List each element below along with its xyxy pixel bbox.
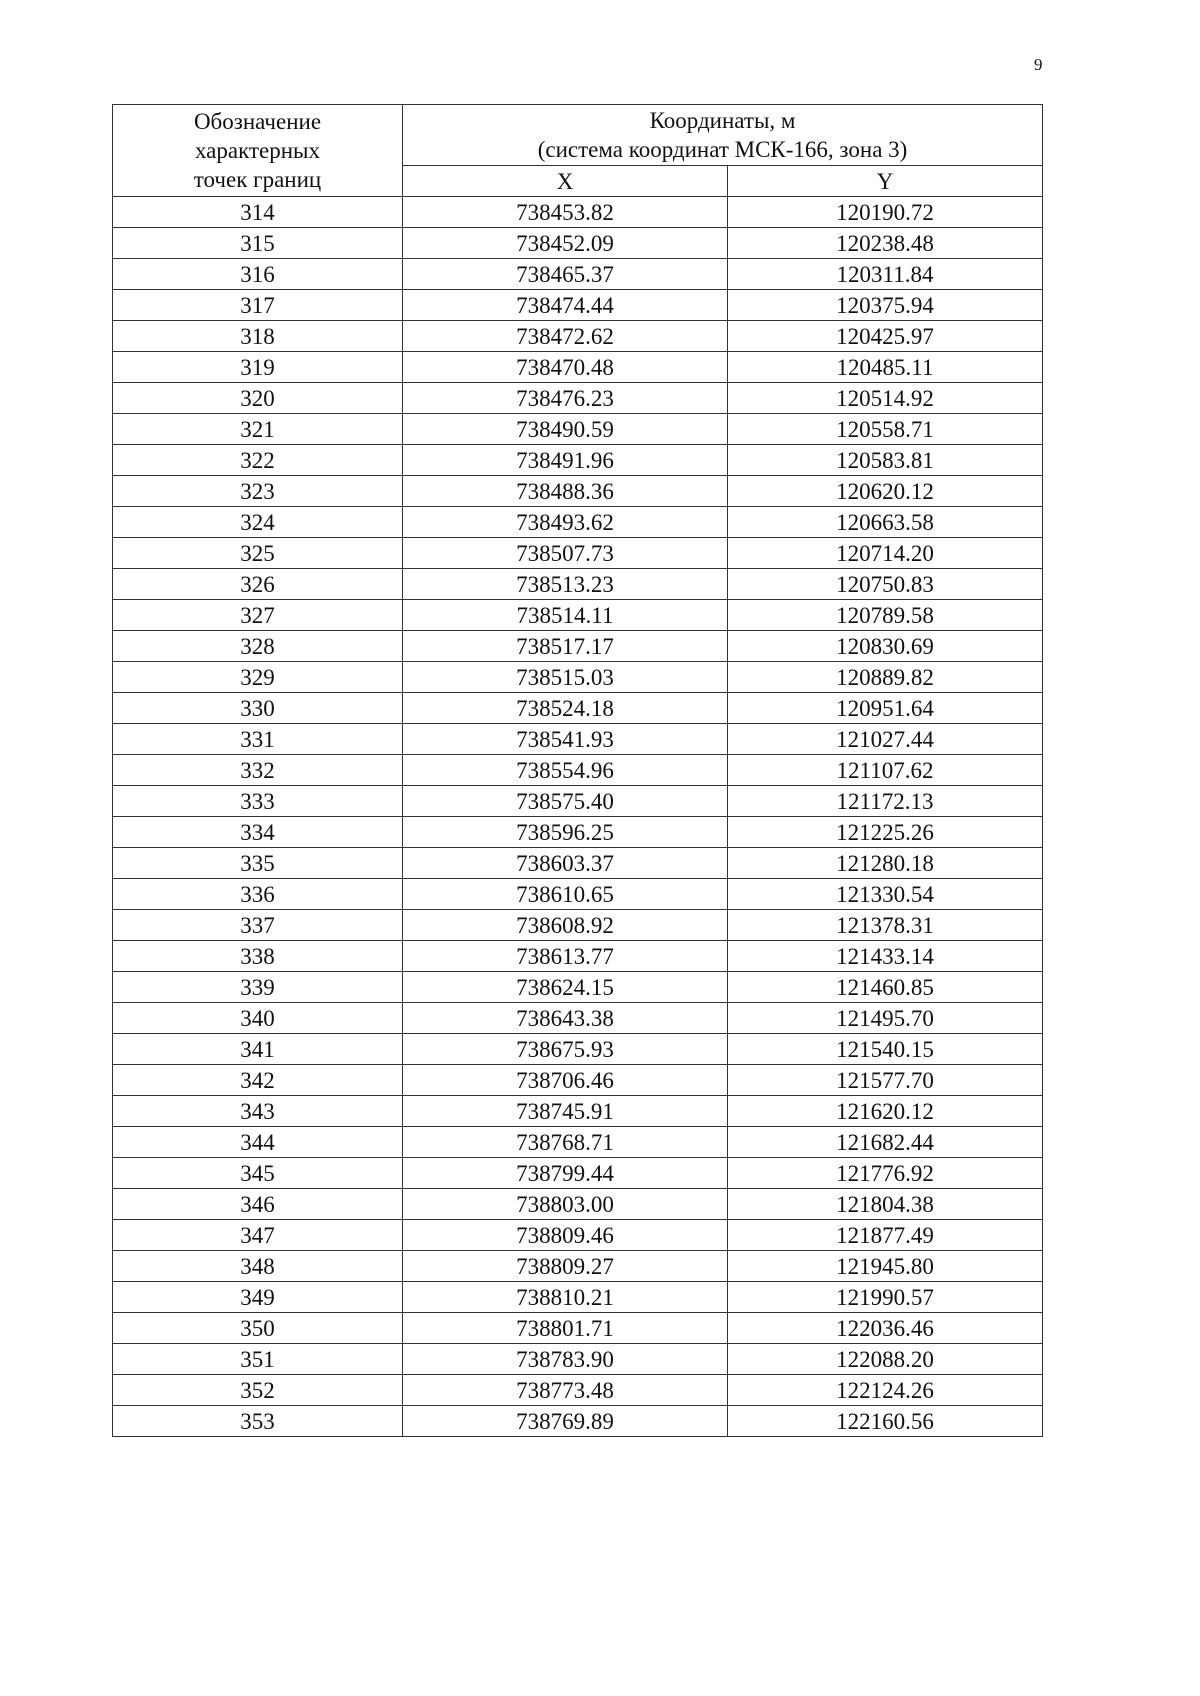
- coordinates-title: Координаты, м: [649, 108, 796, 133]
- x-coordinate-cell: 738554.96: [403, 755, 728, 786]
- y-coordinate-cell: 121577.70: [728, 1065, 1043, 1096]
- y-coordinate-cell: 121433.14: [728, 941, 1043, 972]
- table-header: [113, 105, 1043, 197]
- point-number-cell: 345: [113, 1158, 403, 1189]
- x-coordinate-cell: 738491.96: [403, 445, 728, 476]
- y-coordinate-cell: 121280.18: [728, 848, 1043, 879]
- point-label-header: [113, 105, 403, 197]
- table-row: [113, 1189, 1043, 1220]
- y-coordinate-cell: 121495.70: [728, 1003, 1043, 1034]
- point-number-cell: 322: [113, 445, 403, 476]
- point-number-cell: 350: [113, 1313, 403, 1344]
- x-coordinate-cell: 738769.89: [403, 1406, 728, 1437]
- x-coordinate-cell: 738613.77: [403, 941, 728, 972]
- y-coordinate-cell: 120558.71: [728, 414, 1043, 445]
- coordinates-system: (система координат МСК-166, зона 3): [537, 137, 908, 162]
- x-coordinate-cell: 738476.23: [403, 383, 728, 414]
- y-coordinate-cell: 120714.20: [728, 538, 1043, 569]
- point-number-cell: 315: [113, 228, 403, 259]
- y-coordinate-cell: 121172.13: [728, 786, 1043, 817]
- point-number-cell: 349: [113, 1282, 403, 1313]
- y-coordinate-cell: 121682.44: [728, 1127, 1043, 1158]
- table-row: [113, 786, 1043, 817]
- x-coordinate-cell: 738488.36: [403, 476, 728, 507]
- y-coordinate-cell: 122160.56: [728, 1406, 1043, 1437]
- x-coordinate-cell: 738773.48: [403, 1375, 728, 1406]
- point-number-cell: 326: [113, 569, 403, 600]
- point-number-cell: 327: [113, 600, 403, 631]
- point-number-cell: 316: [113, 259, 403, 290]
- table-row: [113, 817, 1043, 848]
- y-coordinate-cell: 121027.44: [728, 724, 1043, 755]
- x-coordinate-cell: 738624.15: [403, 972, 728, 1003]
- y-coordinate-cell: 120750.83: [728, 569, 1043, 600]
- y-coordinate-cell: 120190.72: [728, 197, 1043, 228]
- x-coordinate-cell: 738783.90: [403, 1344, 728, 1375]
- x-coordinate-cell: 738474.44: [403, 290, 728, 321]
- y-coordinate-cell: 120238.48: [728, 228, 1043, 259]
- point-number-cell: 321: [113, 414, 403, 445]
- table-row: [113, 879, 1043, 910]
- table-row: [113, 1282, 1043, 1313]
- y-coordinate-cell: 121225.26: [728, 817, 1043, 848]
- y-coordinate-cell: 120375.94: [728, 290, 1043, 321]
- table-row: [113, 1406, 1043, 1437]
- x-coordinate-cell: 738470.48: [403, 352, 728, 383]
- y-coordinate-cell: 120889.82: [728, 662, 1043, 693]
- point-number-cell: 325: [113, 538, 403, 569]
- table-row: [113, 941, 1043, 972]
- table-row: [113, 910, 1043, 941]
- y-coordinate-cell: 120951.64: [728, 693, 1043, 724]
- table-row: [113, 197, 1043, 228]
- x-coordinate-cell: 738603.37: [403, 848, 728, 879]
- x-coordinate-cell: 738610.65: [403, 879, 728, 910]
- x-coordinate-cell: 738706.46: [403, 1065, 728, 1096]
- table-row: [113, 600, 1043, 631]
- x-coordinate-cell: 738490.59: [403, 414, 728, 445]
- point-number-cell: 328: [113, 631, 403, 662]
- x-coordinate-cell: 738524.18: [403, 693, 728, 724]
- point-number-cell: 334: [113, 817, 403, 848]
- table-row: [113, 538, 1043, 569]
- point-number-cell: 347: [113, 1220, 403, 1251]
- point-number-cell: 324: [113, 507, 403, 538]
- table-row: [113, 1127, 1043, 1158]
- y-coordinate-cell: 121877.49: [728, 1220, 1043, 1251]
- page-number: 9: [1034, 55, 1043, 74]
- y-coordinate-cell: 122088.20: [728, 1344, 1043, 1375]
- point-number-cell: 339: [113, 972, 403, 1003]
- y-coordinate-cell: 120583.81: [728, 445, 1043, 476]
- x-coordinate-cell: 738801.71: [403, 1313, 728, 1344]
- y-coordinate-cell: 121540.15: [728, 1034, 1043, 1065]
- y-coordinate-cell: 121990.57: [728, 1282, 1043, 1313]
- table-row: [113, 352, 1043, 383]
- x-coordinate-cell: 738608.92: [403, 910, 728, 941]
- y-coordinate-cell: 121330.54: [728, 879, 1043, 910]
- x-coordinate-cell: 738465.37: [403, 259, 728, 290]
- table-row: [113, 972, 1043, 1003]
- table-row: [113, 1034, 1043, 1065]
- y-coordinate-cell: 121378.31: [728, 910, 1043, 941]
- table-row: [113, 1220, 1043, 1251]
- point-number-cell: 332: [113, 755, 403, 786]
- table-row: [113, 1065, 1043, 1096]
- point-label-line: Обозначение: [193, 109, 322, 134]
- y-coordinate-cell: 121945.80: [728, 1251, 1043, 1282]
- table-row: [113, 693, 1043, 724]
- table-row: [113, 1003, 1043, 1034]
- table-row: [113, 569, 1043, 600]
- point-number-cell: 335: [113, 848, 403, 879]
- y-coordinate-cell: 121620.12: [728, 1096, 1043, 1127]
- y-coordinate-cell: 120485.11: [728, 352, 1043, 383]
- table-row: [113, 631, 1043, 662]
- point-number-cell: 338: [113, 941, 403, 972]
- y-coordinate-cell: 120620.12: [728, 476, 1043, 507]
- x-coordinate-cell: 738453.82: [403, 197, 728, 228]
- point-number-cell: 341: [113, 1034, 403, 1065]
- table-row: [113, 507, 1043, 538]
- point-number-cell: 323: [113, 476, 403, 507]
- point-number-cell: 344: [113, 1127, 403, 1158]
- x-coordinate-cell: 738810.21: [403, 1282, 728, 1313]
- y-coordinate-cell: 121107.62: [728, 755, 1043, 786]
- coordinates-table: [112, 104, 1043, 1437]
- table-body: [113, 197, 1043, 1437]
- y-coordinate-cell: 122036.46: [728, 1313, 1043, 1344]
- x-coordinate-cell: 738472.62: [403, 321, 728, 352]
- table-row: [113, 1096, 1043, 1127]
- coordinates-header: [403, 105, 1043, 166]
- table-row: [113, 476, 1043, 507]
- table-row: [113, 662, 1043, 693]
- table-row: [113, 755, 1043, 786]
- point-number-cell: 314: [113, 197, 403, 228]
- point-number-cell: 342: [113, 1065, 403, 1096]
- x-coordinate-cell: 738675.93: [403, 1034, 728, 1065]
- x-coordinate-cell: 738452.09: [403, 228, 728, 259]
- table-row: [113, 1344, 1043, 1375]
- y-coordinate-cell: 122124.26: [728, 1375, 1043, 1406]
- table-row: [113, 414, 1043, 445]
- x-coordinate-cell: 738809.27: [403, 1251, 728, 1282]
- y-coordinate-cell: 120789.58: [728, 600, 1043, 631]
- table-row: [113, 848, 1043, 879]
- point-number-cell: 353: [113, 1406, 403, 1437]
- point-number-cell: 337: [113, 910, 403, 941]
- point-number-cell: 331: [113, 724, 403, 755]
- point-number-cell: 348: [113, 1251, 403, 1282]
- x-coordinate-cell: 738514.11: [403, 600, 728, 631]
- point-number-cell: 351: [113, 1344, 403, 1375]
- y-coordinate-cell: 120830.69: [728, 631, 1043, 662]
- x-coordinate-cell: 738596.25: [403, 817, 728, 848]
- point-number-cell: 317: [113, 290, 403, 321]
- x-coordinate-cell: 738515.03: [403, 662, 728, 693]
- y-coordinate-cell: 120514.92: [728, 383, 1043, 414]
- y-coordinate-cell: 121804.38: [728, 1189, 1043, 1220]
- x-coordinate-cell: 738575.40: [403, 786, 728, 817]
- table-row: [113, 290, 1043, 321]
- point-number-cell: 330: [113, 693, 403, 724]
- x-coordinate-cell: 738507.73: [403, 538, 728, 569]
- x-coordinate-cell: 738799.44: [403, 1158, 728, 1189]
- column-x-header: X: [403, 166, 728, 197]
- table-row: [113, 1313, 1043, 1344]
- x-coordinate-cell: 738493.62: [403, 507, 728, 538]
- point-label-line: характерных: [194, 138, 320, 163]
- column-y-header: Y: [728, 166, 1043, 197]
- y-coordinate-cell: 121776.92: [728, 1158, 1043, 1189]
- point-number-cell: 336: [113, 879, 403, 910]
- point-number-cell: 320: [113, 383, 403, 414]
- table-row: [113, 724, 1043, 755]
- point-number-cell: 318: [113, 321, 403, 352]
- x-coordinate-cell: 738745.91: [403, 1096, 728, 1127]
- point-label-line: точек границ: [193, 167, 322, 192]
- table-row: [113, 321, 1043, 352]
- y-coordinate-cell: 120425.97: [728, 321, 1043, 352]
- y-coordinate-cell: 121460.85: [728, 972, 1043, 1003]
- point-number-cell: 319: [113, 352, 403, 383]
- y-coordinate-cell: 120311.84: [728, 259, 1043, 290]
- x-coordinate-cell: 738768.71: [403, 1127, 728, 1158]
- point-number-cell: 343: [113, 1096, 403, 1127]
- point-number-cell: 333: [113, 786, 403, 817]
- x-coordinate-cell: 738803.00: [403, 1189, 728, 1220]
- table-row: [113, 1158, 1043, 1189]
- table-row: [113, 1375, 1043, 1406]
- y-coordinate-cell: 120663.58: [728, 507, 1043, 538]
- x-coordinate-cell: 738517.17: [403, 631, 728, 662]
- x-coordinate-cell: 738541.93: [403, 724, 728, 755]
- x-coordinate-cell: 738643.38: [403, 1003, 728, 1034]
- table-row: [113, 1251, 1043, 1282]
- x-coordinate-cell: 738809.46: [403, 1220, 728, 1251]
- x-coordinate-cell: 738513.23: [403, 569, 728, 600]
- table-row: [113, 228, 1043, 259]
- table-row: [113, 445, 1043, 476]
- table-row: [113, 259, 1043, 290]
- point-number-cell: 352: [113, 1375, 403, 1406]
- point-number-cell: 346: [113, 1189, 403, 1220]
- table-row: [113, 383, 1043, 414]
- point-number-cell: 340: [113, 1003, 403, 1034]
- point-number-cell: 329: [113, 662, 403, 693]
